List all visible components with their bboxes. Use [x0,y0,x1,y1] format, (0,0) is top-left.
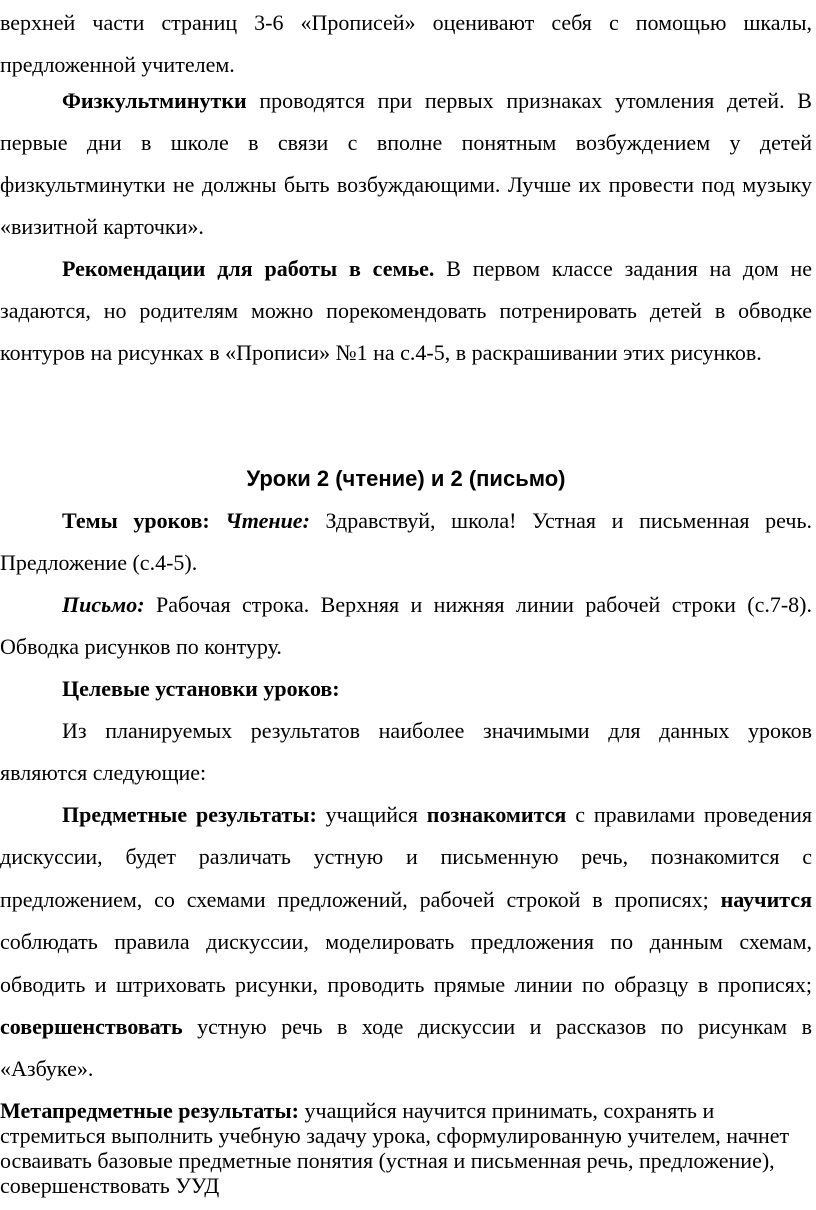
paragraph-physical-breaks [0,80,812,248]
paragraph-planned-results [0,710,812,794]
paragraph-text: Из планируемых результатов наиболее значимыми для данных уроков являются следующие: [0,718,812,785]
paragraph-text: проводятся при первых признаках утомления детей. В первые дни в школе в связи с вполне понятным возбуждением у детей физкультминутки не должны быть возбуждающими. Лучше их провести под музыку «визитной карточки». [0,88,812,239]
paragraph-text: учащийся [316,802,427,827]
paragraph-subject-results [0,794,812,1091]
section-heading: Уроки 2 (чтение) и 2 (письмо) [246,466,566,491]
paragraph-writing [0,584,812,668]
term-physical-breaks: Физкультминутки [62,88,247,113]
term-will-be-able: научится [720,886,812,912]
paragraph-text: учащийся научится принимать, сохранять и стремиться выполнить учебную задачу урока, сформулированную учителем, начнет осваивать базовые предметные понятия (устная и письменная речь, предложение), совершенствовать УУД [0,1098,790,1198]
term-improve: совершенствовать [0,1014,183,1040]
paragraph-text: В первом классе задания на дом не задаются, но родителям можно порекомендовать потренировать детей в обводке контуров на рисунках в «Прописи» №1 на с.4-5, в раскрашивании этих рисунков. [0,256,812,365]
paragraph-text: Здравствуй, школа! Устная и письменная речь. Предложение (с.4-5). [0,508,812,575]
term-family-recommendations: Рекомендации для работы в семье. [62,256,435,281]
label-goals: Целевые установки уроков: [62,676,340,701]
paragraph-text: с правилами проведения дискуссии, будет различать устную и письменную речь, познакомится с предложением, со схемами предложений, рабочей строкой в прописях; [0,802,812,912]
label-lesson-topics: Темы уроков: [62,508,226,533]
paragraph-lesson-topics [0,500,812,584]
label-metasubject-results: Метапредметные результаты: [0,1098,299,1123]
paragraph-goals-heading [0,668,812,710]
label-subject-results: Предметные результаты: [62,802,317,827]
paragraph-family-recommendations [0,248,812,374]
label-reading: Чтение: [225,508,310,533]
paragraph-text: верхней части страниц 3-6 «Прописей» оценивают себя с помощью шкалы, предложенной учителем. [0,10,812,77]
term-will-learn: познакомится [426,802,567,827]
paragraph-self-assessment [0,2,812,86]
label-writing: Письмо: [62,592,145,617]
paragraph-text: устную речь в ходе дискуссии и рассказов по рисункам в «Азбуке». [0,1014,812,1082]
paragraph-metasubject-results [0,1098,800,1198]
paragraph-text: Рабочая строка. Верхняя и нижняя линии рабочей строки (с.7-8). Обводка рисунков по контуру. [0,592,812,659]
paragraph-text: соблюдать правила дискуссии, моделировать предложения по данным схемам, обводить и штриховать рисунки, проводить прямые линии по образцу в прописях; [0,929,812,997]
